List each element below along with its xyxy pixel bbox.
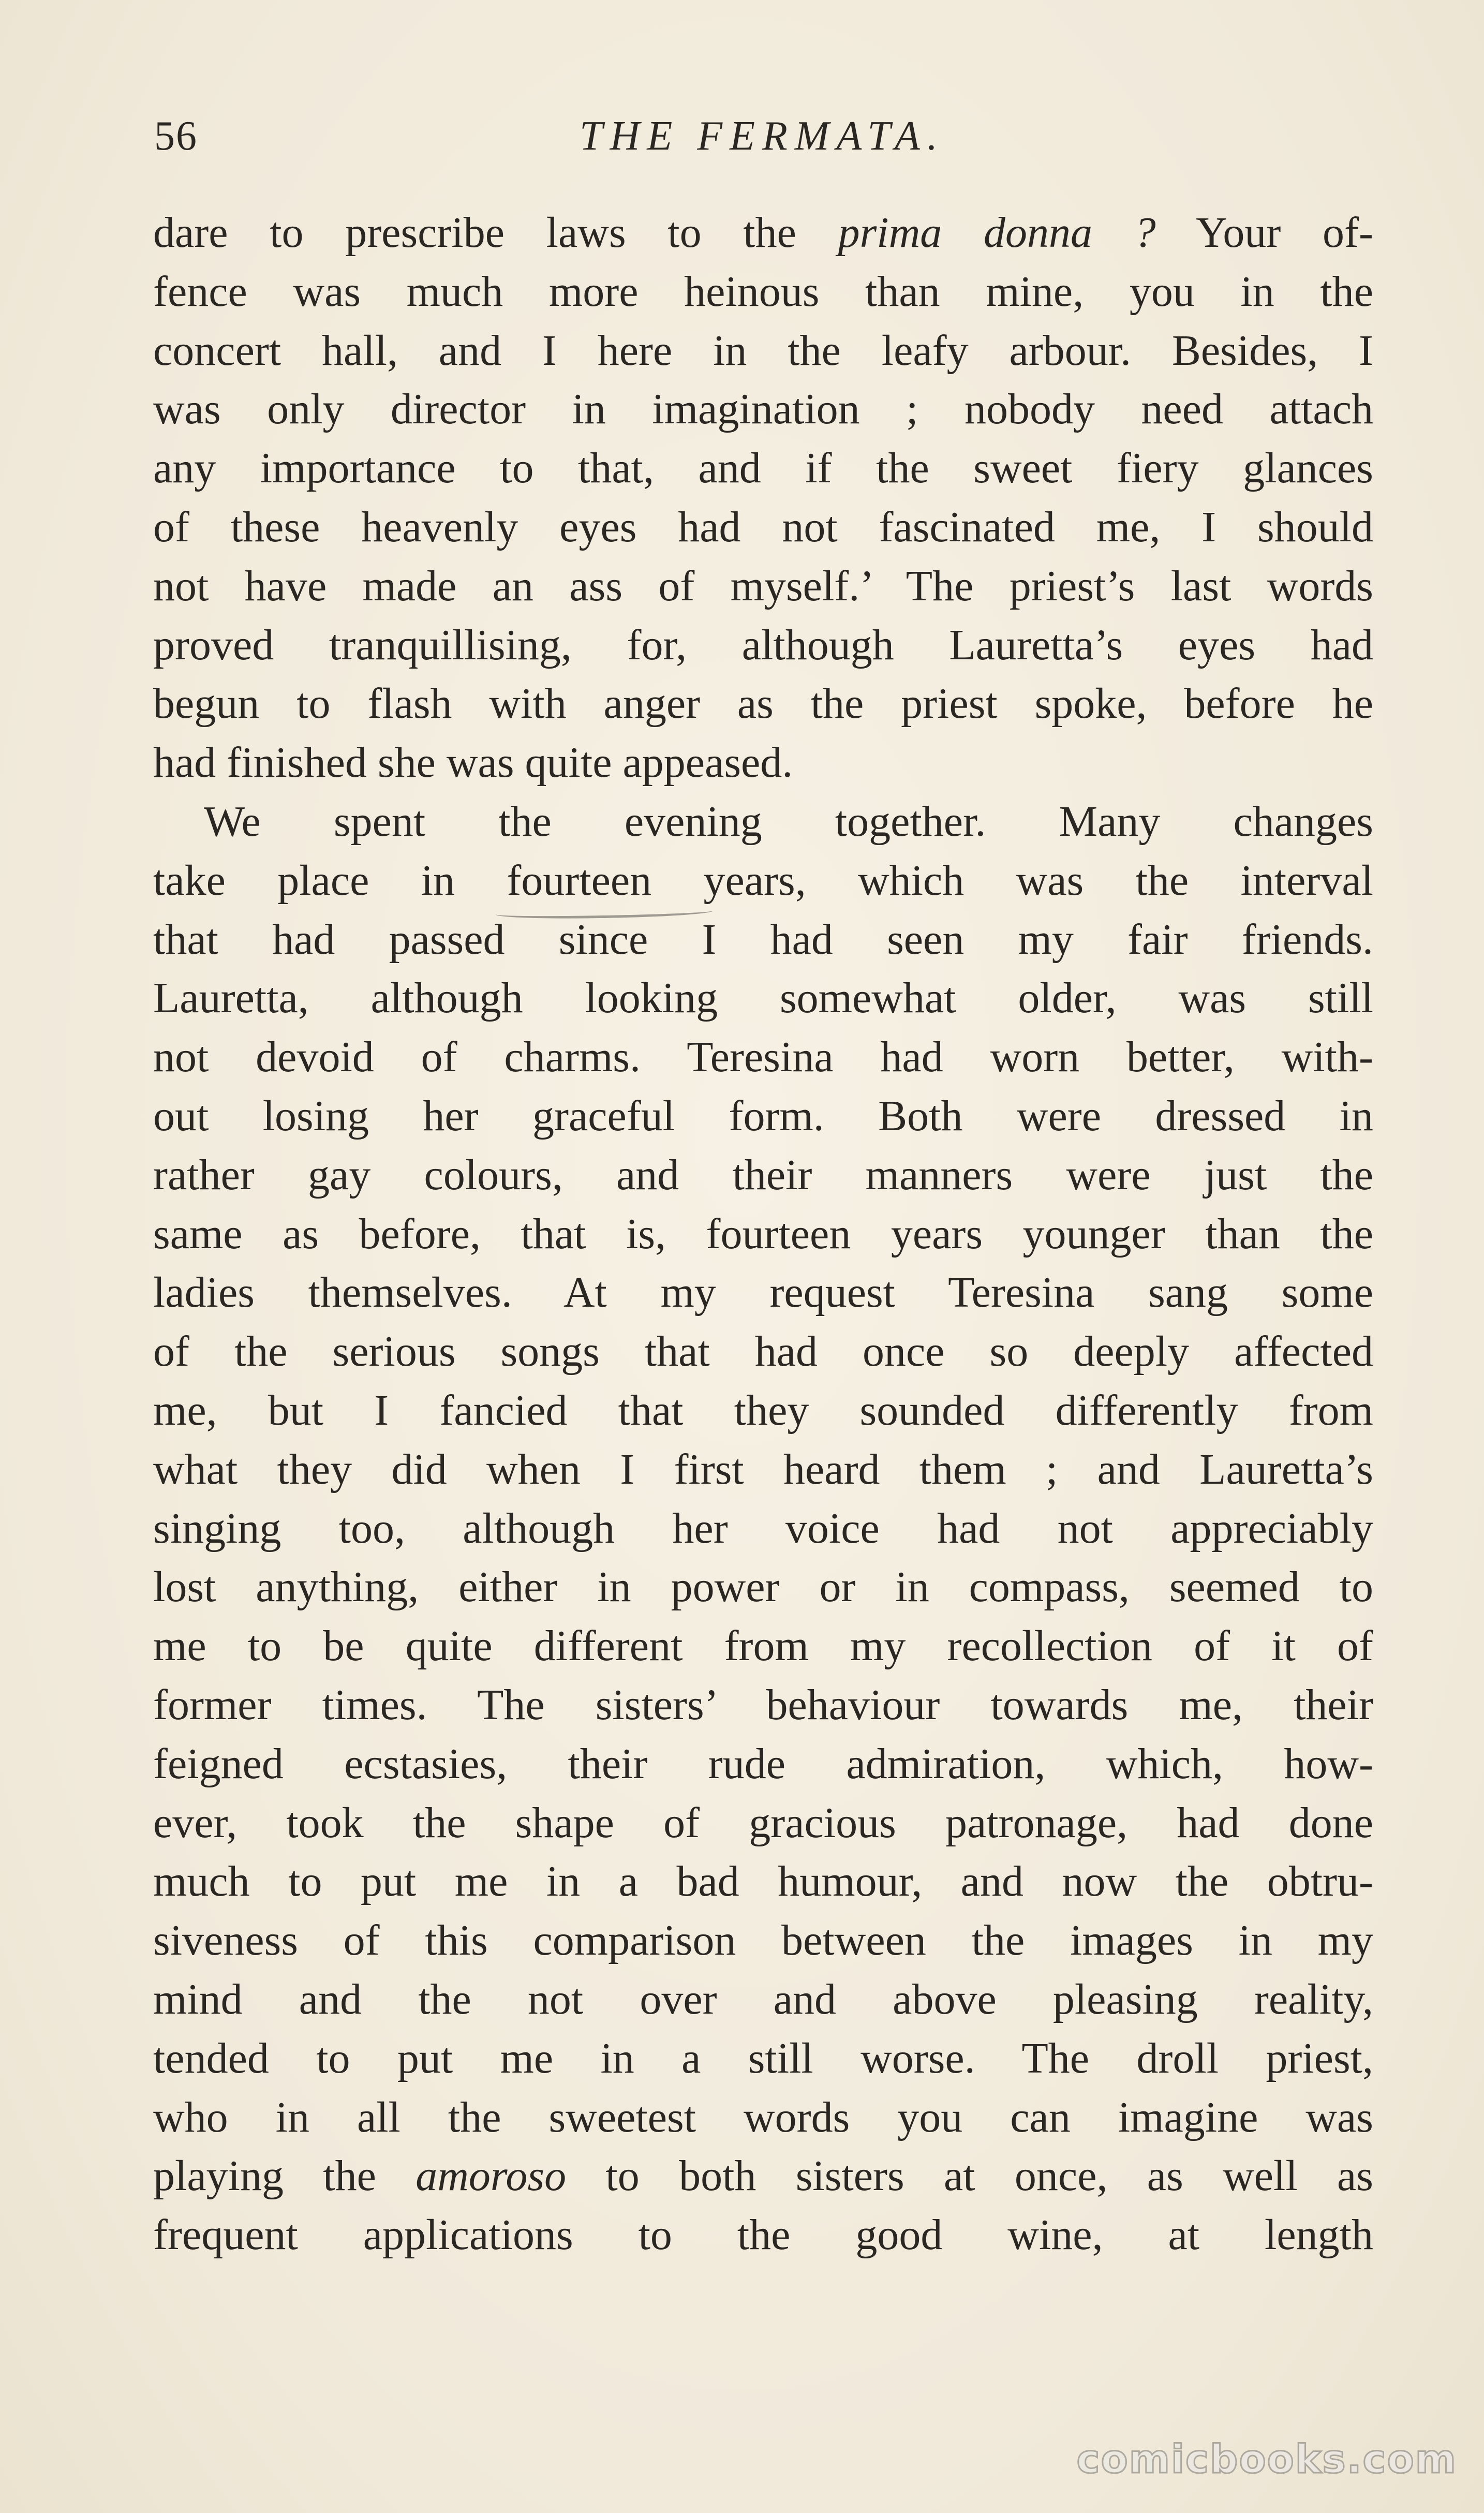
text-line: proved tranquillising, for, although Lauretta’s eyes had [153,620,1373,669]
watermark: comicbooks.com [1076,2436,1457,2482]
text-line: dare to prescribe laws to the prima donna ? Your of- [153,209,1373,257]
text-line: mind and the not over and above pleasing reality, [153,1975,1373,2023]
text-line: of the serious songs that had once so deeply affected [153,1327,1373,1376]
body-text [153,203,1373,2265]
text-line: that had passed since I had seen my fair friends. [153,915,1373,964]
text-line: begun to flash with anger as the priest spoke, before he [153,679,1373,728]
text-line: was only director in imagination ; nobody need attach [153,385,1373,434]
text-line: playing the amoroso to both sisters at once, as well as [153,2152,1373,2200]
text-line: siveness of this comparison between the images in my [153,1916,1373,1965]
text-line: concert hall, and I here in the leafy arbour. Besides, I [153,326,1373,375]
text-line: lost anything, either in power or in compass, seemed to [153,1563,1373,1612]
text-line: same as before, that is, fourteen years younger than the [153,1209,1373,1258]
text-line: former times. The sisters’ behaviour towards me, their [153,1680,1373,1729]
text-line: out losing her graceful form. Both were dressed in [153,1091,1373,1140]
text-line: ever, took the shape of gracious patronage, had done [153,1798,1373,1847]
text-line: not have made an ass of myself.’ The priest’s last words [153,561,1373,610]
text-line: take place in fourteen years, which was the interval [153,856,1373,905]
page-number: 56 [154,113,198,159]
text-line: Lauretta, although looking somewhat older, was still [153,974,1373,1023]
paragraph-end-line: had finished she was quite appeased. [153,738,793,787]
page-header [154,104,1370,176]
text-line: tended to put me in a still worse. The droll priest, [153,2034,1373,2082]
text-line: of these heavenly eyes had not fascinated me, I should [153,502,1373,551]
italic-phrase: prima donna ? [838,209,1156,257]
text-line: not devoid of charms. Teresina had worn better, with- [153,1033,1373,1082]
text-line: ladies themselves. At my request Teresina sang some [153,1268,1373,1317]
text-line: rather gay colours, and their manners were just the [153,1150,1373,1199]
text-line: frequent applications to the good wine, at length [153,2211,1373,2259]
text-line: feigned ecstasies, their rude admiration, which, how- [153,1739,1373,1788]
text-line: me, but I fancied that they sounded differently from [153,1386,1373,1435]
paragraph-start-line: We spent the evening together. Many changes [204,797,1373,846]
text-line: me to be quite different from my recollection of it of [153,1622,1373,1671]
text-line: what they did when I first heard them ; and Lauretta’s [153,1445,1373,1494]
italic-word: amoroso [415,2152,567,2200]
text-line: who in all the sweetest words you can imagine was [153,2093,1373,2141]
text-line: fence was much more heinous than mine, you in the [153,267,1373,316]
running-title: THE FERMATA. [580,113,945,159]
text-line: much to put me in a bad humour, and now the obtru- [153,1857,1373,1906]
text-line: any importance to that, and if the sweet fiery glances [153,444,1373,493]
text-line: singing too, although her voice had not appreciably [153,1504,1373,1553]
